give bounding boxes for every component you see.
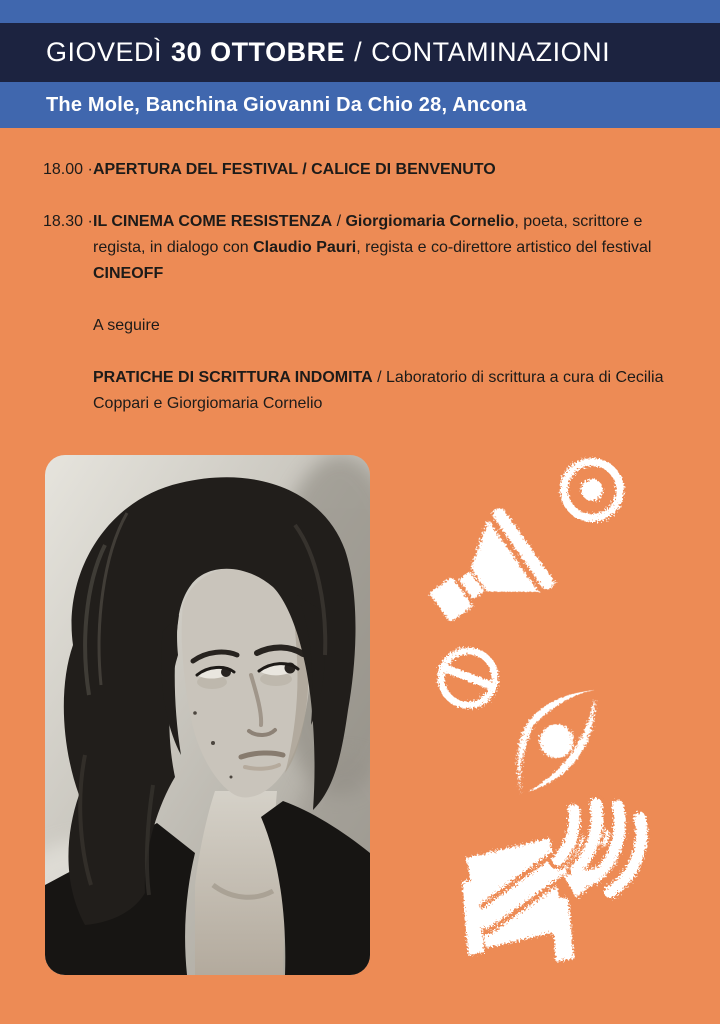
schedule-text-bold: PRATICHE DI SCRITTURA INDOMITA: [93, 369, 373, 386]
schedule-text: [93, 365, 673, 417]
schedule-text-regular: , regista e co-direttore artistico del festival: [356, 239, 652, 256]
schedule-entry: [43, 157, 673, 183]
venue-label: The Mole, Banchina Giovanni Da Chio 28, Ancona: [46, 93, 527, 116]
megaphone-icon: [420, 495, 570, 645]
schedule-text-bold: CINEOFF: [93, 265, 164, 282]
schedule-time: [43, 365, 93, 417]
schedule-text-bold: Claudio Pauri: [253, 239, 357, 256]
hand-holding-pen-icon: [448, 778, 668, 998]
schedule-text-bold: Giorgiomaria Cornelio: [345, 213, 515, 230]
schedule-text-bold: APERTURA DEL FESTIVAL / CALICE DI BENVENUTO: [93, 161, 496, 178]
schedule-entry: [43, 313, 673, 339]
portrait-photo: [45, 455, 370, 975]
schedule-text-regular: /: [332, 213, 346, 230]
schedule-text-regular: , poeta, scrittore e regista, in dialogo con: [93, 213, 643, 256]
weekday-label: GIOVEDÌ: [46, 37, 163, 67]
schedule-time: 18.00 ·: [43, 161, 93, 178]
date-label: 30 OTTOBRE: [171, 37, 346, 67]
title-separator: /: [354, 37, 363, 67]
schedule-text: [93, 209, 673, 287]
portrait-illustration: [45, 455, 370, 975]
title-bar: [0, 23, 720, 82]
schedule-text: [93, 313, 673, 339]
top-blue-strip: [0, 0, 720, 23]
schedule-entry: [43, 209, 673, 287]
strand-label: CONTAMINAZIONI: [371, 37, 611, 67]
schedule-text-bold: IL CINEMA COME RESISTENZA: [93, 213, 333, 230]
schedule-text-regular: A seguire: [93, 317, 160, 334]
venue-bar: [0, 82, 720, 128]
schedule-list: [43, 157, 673, 443]
schedule-time: [43, 313, 93, 339]
schedule-time: 18.30 ·: [43, 213, 93, 230]
schedule-entry: [43, 365, 673, 417]
schedule-text-regular: / Laboratorio di scrittura a cura di Cecilia Coppari e Giorgiomaria Cornelio: [93, 369, 664, 412]
schedule-text: [93, 157, 673, 183]
